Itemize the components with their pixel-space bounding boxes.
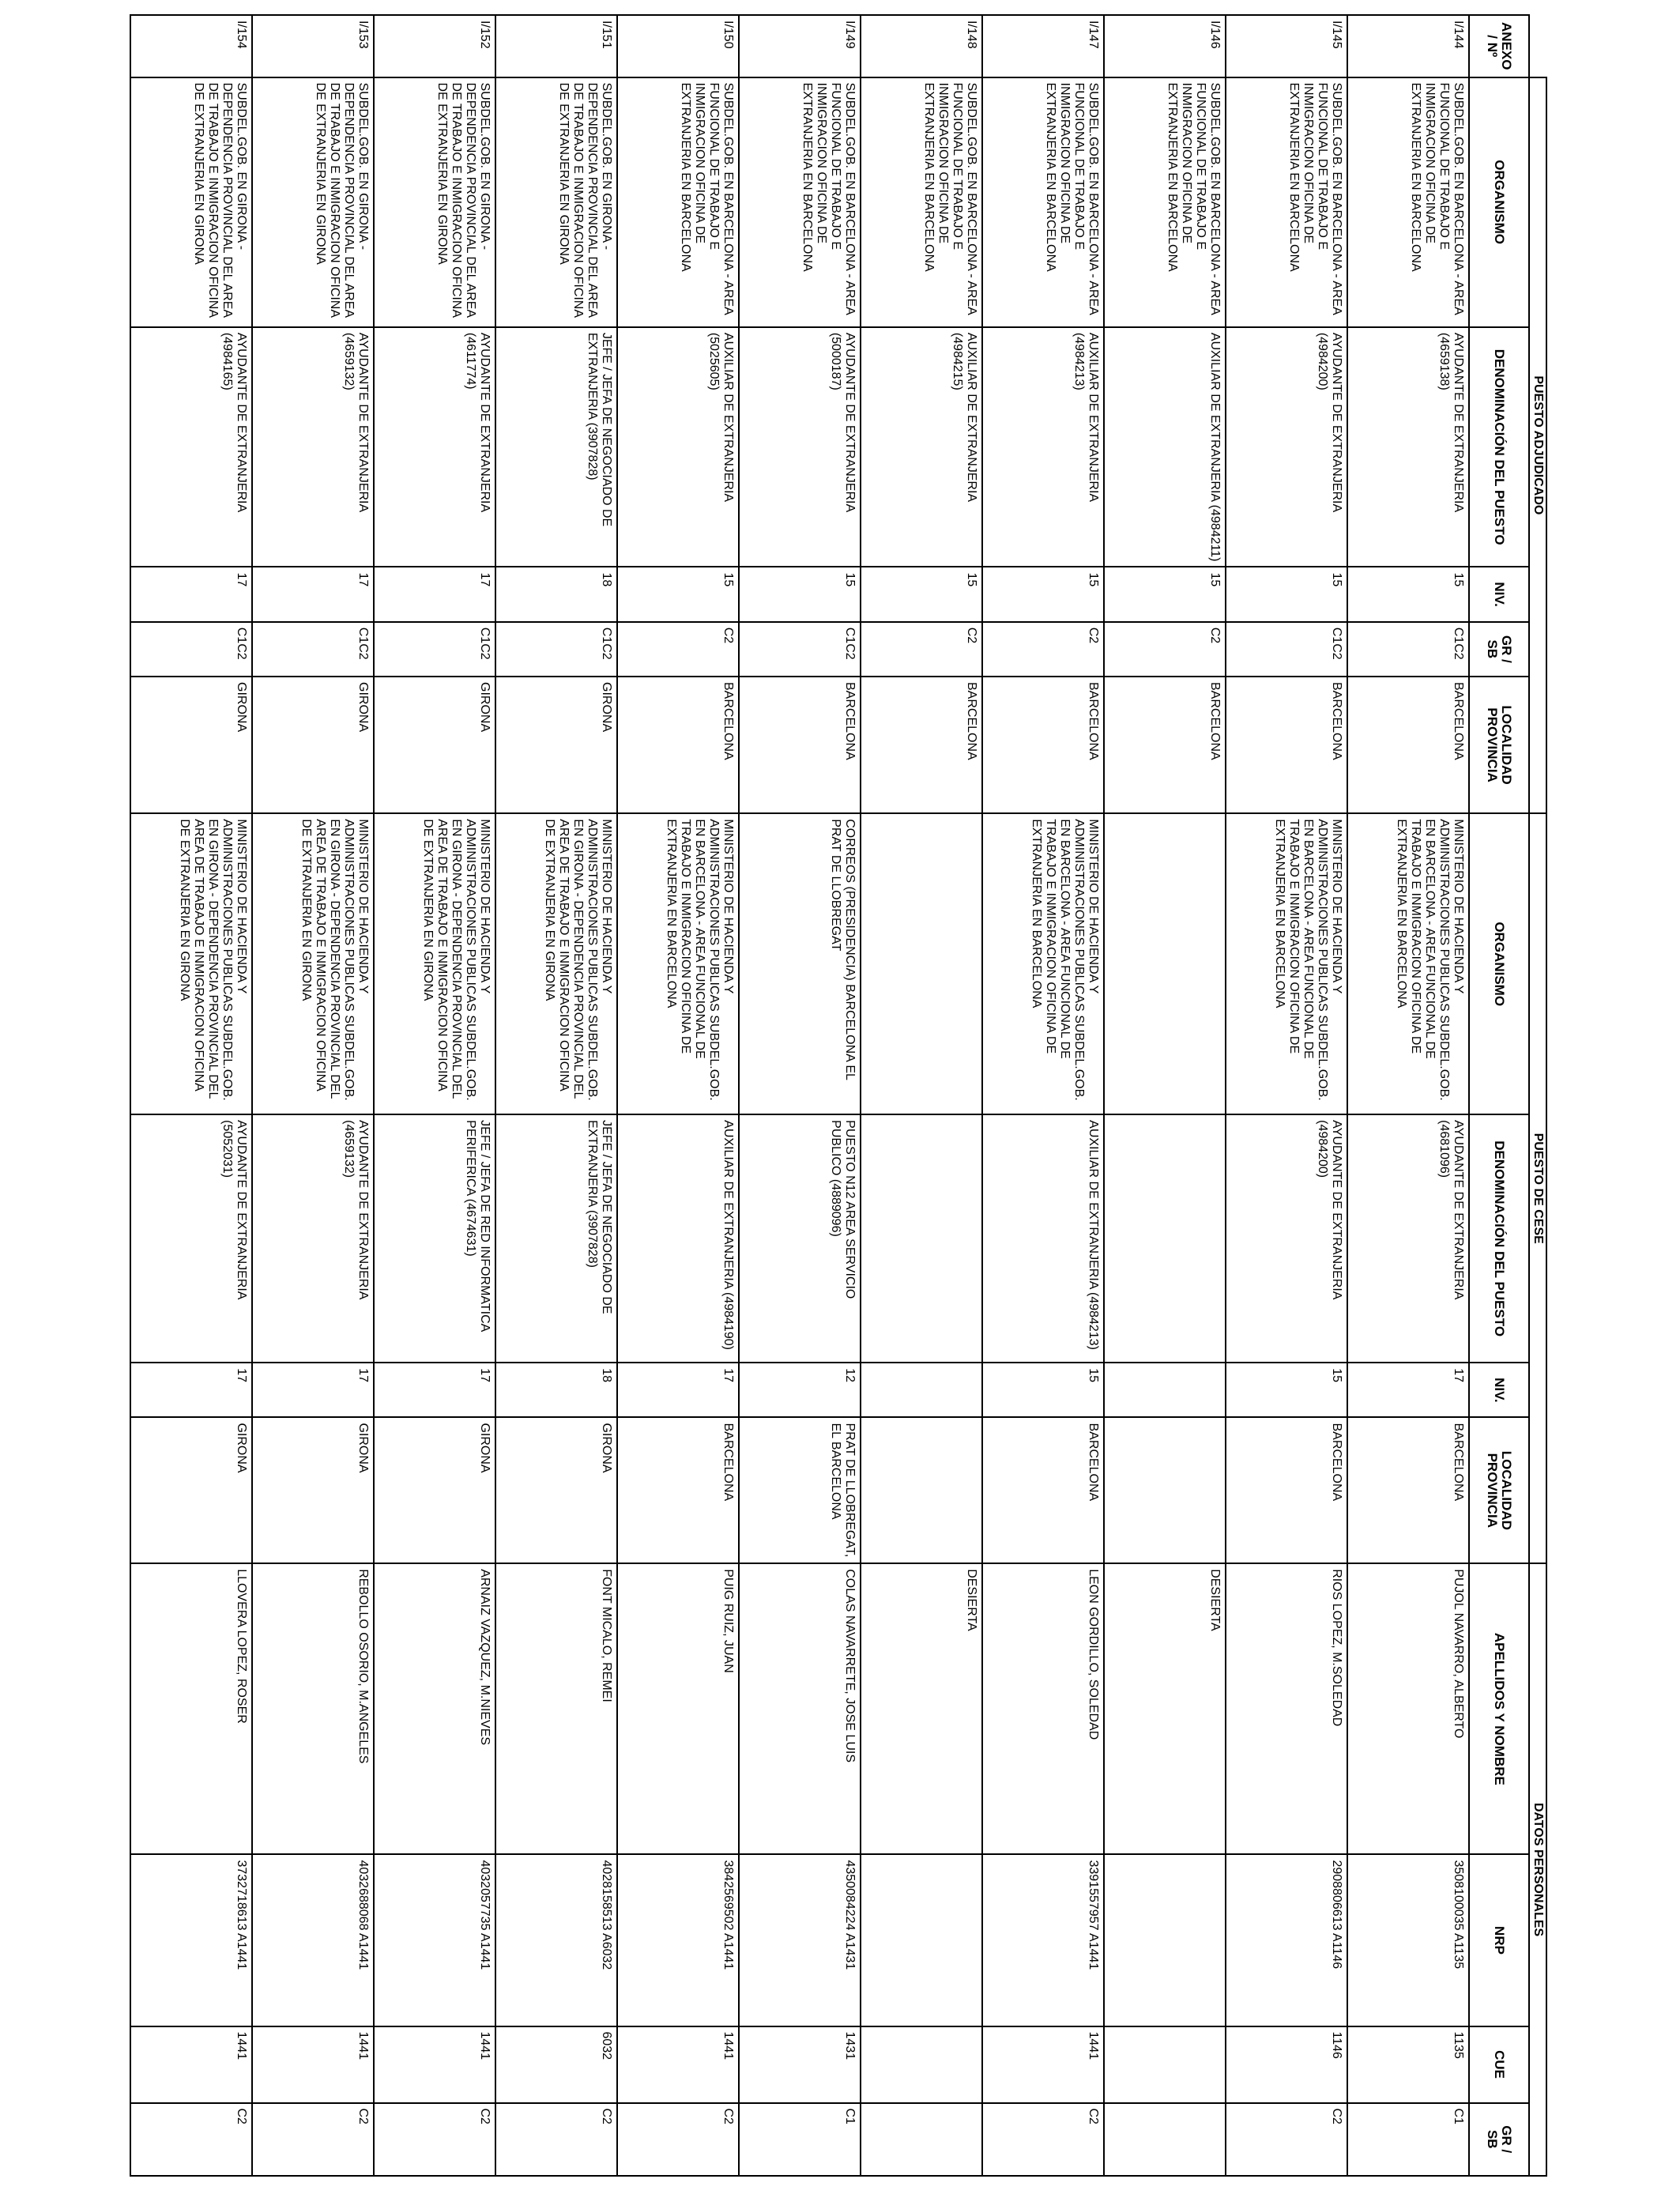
cell-adj-loc: GIRONA	[374, 677, 495, 813]
cell-adj-loc: BARCELONA	[1226, 677, 1347, 813]
cell-cue: 1441	[617, 2026, 739, 2103]
cell-anexo: I/146	[1104, 15, 1226, 77]
cell-cue: 1441	[252, 2026, 374, 2103]
cell-adj-org: SUBDEL.GOB. EN BARCELONA - AREA FUNCIONAL DE TRABAJO E INMIGRACION OFICINA DE EXTRANJERIA EN BARCELONA	[861, 77, 982, 327]
header-gr-sb-top: GR /	[1499, 635, 1514, 663]
group-header-row	[1529, 15, 1546, 2176]
cell-cese-niv: 15	[1226, 1363, 1347, 1417]
cell-cese-loc: GIRONA	[252, 1417, 374, 1563]
cell-adj-den: AUXILIAR DE EXTRANJERIA (5025605)	[617, 327, 739, 567]
cell-nrp: 2908806613 A1146	[1226, 1854, 1347, 2026]
cell-cese-loc: PRAT DE LLOBREGAT, EL BARCELONA	[739, 1417, 861, 1563]
table-row	[252, 15, 374, 2176]
table-row	[739, 15, 861, 2176]
cell-nombre: FONT MICALO, REMEI	[495, 1563, 617, 1854]
cell-nombre: REBOLLO OSORIO, M.ANGELES	[252, 1563, 374, 1854]
cell-adj-org: SUBDEL.GOB. EN BARCELONA - AREA FUNCIONAL DE TRABAJO E INMIGRACION OFICINA DE EXTRANJERIA EN BARCELONA	[1104, 77, 1226, 327]
header-gr-sb	[1469, 622, 1529, 677]
table-body	[130, 15, 1469, 2176]
cell-nombre: DESIERTA	[861, 1563, 982, 1854]
header-per-gr-sb-bottom: SB	[1485, 2129, 1500, 2149]
cell-adj-org: SUBDEL.GOB. EN BARCELONA - AREA FUNCIONAL DE TRABAJO E INMIGRACION OFICINA DE EXTRANJERIA EN BARCELONA	[617, 77, 739, 327]
cell-gr	[861, 2103, 982, 2177]
cell-adj-niv: 15	[739, 567, 861, 621]
cell-nombre: LEON GORDILLO, SOLEDAD	[982, 1563, 1104, 1854]
header-denominacion: DENOMINACIÓN DEL PUESTO	[1469, 327, 1529, 567]
cell-adj-niv: 15	[1104, 567, 1226, 621]
cell-anexo: I/149	[739, 15, 861, 77]
assignments-table	[130, 14, 1547, 2177]
cell-gr: C1	[739, 2103, 861, 2177]
cell-nombre: PUJOL NAVARRO, ALBERTO	[1347, 1563, 1469, 1854]
cell-cese-loc	[861, 1417, 982, 1563]
cell-adj-org: SUBDEL.GOB. EN GIRONA - DEPENDENCIA PROVINCIAL DEL AREA DE TRABAJO E INMIGRACION OFICINA DE EXTRANJERIA EN GIRONA	[495, 77, 617, 327]
cell-cese-niv	[1104, 1363, 1226, 1417]
cell-gr	[1104, 2103, 1226, 2177]
cell-cese-org: MINISTERIO DE HACIENDA Y ADMINISTRACIONES PUBLICAS SUBDEL.GOB. EN BARCELONA - AREA FUNCIONAL DE TRABAJO E INMIGRACION OFICINA DE EXTRANJERIA EN BARCELONA	[1226, 813, 1347, 1114]
header-localidad-top: LOCALIDAD	[1499, 705, 1514, 785]
cell-cese-loc: GIRONA	[374, 1417, 495, 1563]
cell-nrp: 4032688068 A1441	[252, 1854, 374, 2026]
cell-nrp: 4032057735 A1441	[374, 1854, 495, 2026]
group-puesto-adjudicado: PUESTO ADJUDICADO	[1529, 77, 1546, 814]
cell-gr: C2	[495, 2103, 617, 2177]
cell-anexo: I/147	[982, 15, 1104, 77]
cell-adj-den: AYUDANTE DE EXTRANJERIA (4611774)	[374, 327, 495, 567]
cell-cese-org: MINISTERIO DE HACIENDA Y ADMINISTRACIONES PUBLICAS SUBDEL.GOB. EN BARCELONA - AREA FUNCIONAL DE TRABAJO E INMIGRACION OFICINA DE EXTRANJERIA EN BARCELONA	[617, 813, 739, 1114]
cell-nombre: RIOS LOPEZ, M.SOLEDAD	[1226, 1563, 1347, 1854]
cell-nrp	[1104, 1854, 1226, 2026]
cell-gr: C2	[1226, 2103, 1347, 2177]
cell-cese-org: MINISTERIO DE HACIENDA Y ADMINISTRACIONES PUBLICAS SUBDEL.GOB. EN GIRONA - DEPENDENCIA PROVINCIAL DEL AREA DE TRABAJO E INMIGRACION OFICINA DE EXTRANJERIA EN GIRONA	[374, 813, 495, 1114]
cell-adj-org: SUBDEL.GOB. EN BARCELONA - AREA FUNCIONAL DE TRABAJO E INMIGRACION OFICINA DE EXTRANJERIA EN BARCELONA	[1226, 77, 1347, 327]
header-organismo: ORGANISMO	[1469, 77, 1529, 327]
cell-cese-den: AYUDANTE DE EXTRANJERIA (5052031)	[130, 1114, 252, 1363]
cell-adj-niv: 15	[861, 567, 982, 621]
cell-cese-den	[1104, 1114, 1226, 1363]
cell-adj-niv: 17	[374, 567, 495, 621]
cell-gr: C2	[982, 2103, 1104, 2177]
cell-cese-den: AYUDANTE DE EXTRANJERIA (4681096)	[1347, 1114, 1469, 1363]
table-row	[861, 15, 982, 2176]
cell-adj-org: SUBDEL.GOB. EN BARCELONA - AREA FUNCIONAL DE TRABAJO E INMIGRACION OFICINA DE EXTRANJERIA EN BARCELONA	[739, 77, 861, 327]
cell-adj-org: SUBDEL.GOB. EN GIRONA - DEPENDENCIA PROVINCIAL DEL AREA DE TRABAJO E INMIGRACION OFICINA DE EXTRANJERIA EN GIRONA	[130, 77, 252, 327]
cell-adj-niv: 15	[617, 567, 739, 621]
cell-cese-niv: 17	[130, 1363, 252, 1417]
cell-cese-den: JEFE / JEFA DE NEGOCIADO DE EXTRANJERIA (3907828)	[495, 1114, 617, 1363]
cell-adj-den: AYUDANTE DE EXTRANJERIA (4659138)	[1347, 327, 1469, 567]
cell-nrp: 3842569502 A1441	[617, 1854, 739, 2026]
cell-nombre: PUIG RUIZ, JUAN	[617, 1563, 739, 1854]
cell-adj-gr: C2	[982, 622, 1104, 677]
cell-adj-niv: 17	[130, 567, 252, 621]
cell-cue: 1441	[130, 2026, 252, 2103]
header-cese-localidad	[1469, 1417, 1529, 1563]
table-row	[374, 15, 495, 2176]
cell-adj-loc: BARCELONA	[617, 677, 739, 813]
cell-anexo: I/145	[1226, 15, 1347, 77]
header-localidad	[1469, 677, 1529, 813]
cell-cese-org	[1104, 813, 1226, 1114]
cell-anexo: I/144	[1347, 15, 1469, 77]
header-cese-localidad-top: LOCALIDAD	[1499, 1450, 1514, 1530]
cell-cese-niv	[861, 1363, 982, 1417]
cell-cese-loc: BARCELONA	[982, 1417, 1104, 1563]
cell-adj-org: SUBDEL.GOB. EN GIRONA - DEPENDENCIA PROVINCIAL DEL AREA DE TRABAJO E INMIGRACION OFICINA DE EXTRANJERIA EN GIRONA	[252, 77, 374, 327]
cell-cue: 1146	[1226, 2026, 1347, 2103]
cell-cue: 1441	[982, 2026, 1104, 2103]
header-cue: CUE	[1469, 2026, 1529, 2103]
cell-adj-loc: GIRONA	[495, 677, 617, 813]
header-gr-sb-bottom: SB	[1485, 639, 1500, 659]
header-per-gr-sb	[1469, 2103, 1529, 2177]
cell-adj-gr: C2	[617, 622, 739, 677]
cell-adj-gr: C1C2	[1347, 622, 1469, 677]
cell-cese-niv: 17	[617, 1363, 739, 1417]
cell-gr: C2	[374, 2103, 495, 2177]
table-row	[982, 15, 1104, 2176]
header-anexo: ANEXO / Nº	[1469, 15, 1529, 77]
cell-nrp	[861, 1854, 982, 2026]
cell-nrp: 4350084224 A1431	[739, 1854, 861, 2026]
cell-cese-org: MINISTERIO DE HACIENDA Y ADMINISTRACIONES PUBLICAS SUBDEL.GOB. EN BARCELONA - AREA FUNCIONAL DE TRABAJO E INMIGRACION OFICINA DE EXTRANJERIA EN BARCELONA	[1347, 813, 1469, 1114]
cell-cese-org: MINISTERIO DE HACIENDA Y ADMINISTRACIONES PUBLICAS SUBDEL.GOB. EN GIRONA - DEPENDENCIA PROVINCIAL DEL AREA DE TRABAJO E INMIGRACION OFICINA DE EXTRANJERIA EN GIRONA	[130, 813, 252, 1114]
cell-anexo: I/148	[861, 15, 982, 77]
table-row	[617, 15, 739, 2176]
group-puesto-cese: PUESTO DE CESE	[1529, 813, 1546, 1563]
table-row	[1347, 15, 1469, 2176]
cell-adj-gr: C1C2	[130, 622, 252, 677]
cell-adj-gr: C2	[1104, 622, 1226, 677]
cell-cese-den: AYUDANTE DE EXTRANJERIA (4659132)	[252, 1114, 374, 1363]
cell-adj-den: AYUDANTE DE EXTRANJERIA (5000187)	[739, 327, 861, 567]
cell-gr: C2	[252, 2103, 374, 2177]
cell-anexo: I/153	[252, 15, 374, 77]
cell-adj-loc: BARCELONA	[1104, 677, 1226, 813]
cell-cese-org: MINISTERIO DE HACIENDA Y ADMINISTRACIONES PUBLICAS SUBDEL.GOB. EN BARCELONA - AREA FUNCIONAL DE TRABAJO E INMIGRACION OFICINA DE EXTRANJERIA EN BARCELONA	[982, 813, 1104, 1114]
cell-adj-niv: 15	[1226, 567, 1347, 621]
cell-cue: 6032	[495, 2026, 617, 2103]
cell-cese-niv: 17	[374, 1363, 495, 1417]
cell-adj-gr: C1C2	[739, 622, 861, 677]
cell-cese-loc	[1104, 1417, 1226, 1563]
cell-cese-niv: 18	[495, 1363, 617, 1417]
cell-cese-den: AYUDANTE DE EXTRANJERIA (4984200)	[1226, 1114, 1347, 1363]
cell-cese-den: AUXILIAR DE EXTRANJERIA (4984213)	[982, 1114, 1104, 1363]
cell-adj-loc: BARCELONA	[982, 677, 1104, 813]
cell-adj-org: SUBDEL.GOB. EN BARCELONA - AREA FUNCIONAL DE TRABAJO E INMIGRACION OFICINA DE EXTRANJERIA EN BARCELONA	[982, 77, 1104, 327]
cell-adj-gr: C1C2	[252, 622, 374, 677]
cell-cese-den: AUXILIAR DE EXTRANJERIA (4984190)	[617, 1114, 739, 1363]
cell-adj-niv: 17	[252, 567, 374, 621]
cell-adj-org: SUBDEL.GOB. EN BARCELONA - AREA FUNCIONAL DE TRABAJO E INMIGRACION OFICINA DE EXTRANJERIA EN BARCELONA	[1347, 77, 1469, 327]
header-localidad-bottom: PROVINCIA	[1485, 707, 1500, 782]
cell-adj-den: AYUDANTE DE EXTRANJERIA (4984165)	[130, 327, 252, 567]
cell-nombre: DESIERTA	[1104, 1563, 1226, 1854]
cell-cue: 1441	[374, 2026, 495, 2103]
header-cese-denominacion: DENOMINACIÓN DEL PUESTO	[1469, 1114, 1529, 1363]
blank-group-cell	[1529, 15, 1546, 77]
cell-cese-niv: 15	[982, 1363, 1104, 1417]
cell-cue: 1135	[1347, 2026, 1469, 2103]
cell-cese-loc: GIRONA	[495, 1417, 617, 1563]
cell-nombre: LLOVERA LOPEZ, ROSER	[130, 1563, 252, 1854]
cell-cese-niv: 17	[1347, 1363, 1469, 1417]
cell-cese-org	[861, 813, 982, 1114]
cell-adj-loc: GIRONA	[130, 677, 252, 813]
cell-cese-org: CORREOS (PRESIDENCIA) BARCELONA EL PRAT DE LLOBREGAT	[739, 813, 861, 1114]
cell-anexo: I/154	[130, 15, 252, 77]
cell-gr: C2	[130, 2103, 252, 2177]
cell-cese-loc: BARCELONA	[1226, 1417, 1347, 1563]
table-row	[130, 15, 252, 2176]
cell-nrp: 3391557957 A1441	[982, 1854, 1104, 2026]
header-nrp: NRP	[1469, 1854, 1529, 2026]
table-row	[1226, 15, 1347, 2176]
cell-cese-loc: BARCELONA	[1347, 1417, 1469, 1563]
cell-cese-loc: GIRONA	[130, 1417, 252, 1563]
cell-adj-niv: 15	[1347, 567, 1469, 621]
cell-cese-niv: 17	[252, 1363, 374, 1417]
cell-adj-loc: BARCELONA	[1347, 677, 1469, 813]
cell-adj-loc: BARCELONA	[861, 677, 982, 813]
cell-cue	[861, 2026, 982, 2103]
cell-cese-den	[861, 1114, 982, 1363]
cell-cese-den: JEFE / JEFA DE RED INFORMATICA PERIFERICA (4674631)	[374, 1114, 495, 1363]
cell-anexo: I/150	[617, 15, 739, 77]
cell-cese-org: MINISTERIO DE HACIENDA Y ADMINISTRACIONES PUBLICAS SUBDEL.GOB. EN GIRONA - DEPENDENCIA PROVINCIAL DEL AREA DE TRABAJO E INMIGRACION OFICINA DE EXTRANJERIA EN GIRONA	[252, 813, 374, 1114]
cell-adj-niv: 18	[495, 567, 617, 621]
cell-adj-den: AUXILIAR DE EXTRANJERIA (4984213)	[982, 327, 1104, 567]
cell-cese-loc: BARCELONA	[617, 1417, 739, 1563]
cell-adj-org: SUBDEL.GOB. EN GIRONA - DEPENDENCIA PROVINCIAL DEL AREA DE TRABAJO E INMIGRACION OFICINA DE EXTRANJERIA EN GIRONA	[374, 77, 495, 327]
cell-cese-den: PUESTO N12 AREA SERVICIO PUBLICO (4889096)	[739, 1114, 861, 1363]
group-datos-personales: DATOS PERSONALES	[1529, 1563, 1546, 2176]
header-cese-organismo: ORGANISMO	[1469, 813, 1529, 1114]
cell-cue	[1104, 2026, 1226, 2103]
cell-anexo: I/152	[374, 15, 495, 77]
cell-cese-niv: 12	[739, 1363, 861, 1417]
column-header-row	[1469, 15, 1529, 2176]
table-row	[495, 15, 617, 2176]
cell-nombre: COLAS NAVARRETE, JOSE LUIS	[739, 1563, 861, 1854]
cell-adj-den: AUXILIAR DE EXTRANJERIA (4984211)	[1104, 327, 1226, 567]
table-row	[1104, 15, 1226, 2176]
cell-adj-gr: C1C2	[1226, 622, 1347, 677]
cell-adj-den: JEFE / JEFA DE NEGOCIADO DE EXTRANJERIA (3907828)	[495, 327, 617, 567]
cell-nrp: 3732718613 A1441	[130, 1854, 252, 2026]
cell-nrp: 3508100035 A1135	[1347, 1854, 1469, 2026]
cell-anexo: I/151	[495, 15, 617, 77]
cell-nombre: ARNAIZ VAZQUEZ, M.NIEVES	[374, 1563, 495, 1854]
cell-nrp: 4028158513 A6032	[495, 1854, 617, 2026]
cell-adj-den: AYUDANTE DE EXTRANJERIA (4984200)	[1226, 327, 1347, 567]
cell-adj-loc: BARCELONA	[739, 677, 861, 813]
header-cese-localidad-bottom: PROVINCIA	[1485, 1453, 1500, 1529]
header-apellidos: APELLIDOS Y NOMBRE	[1469, 1563, 1529, 1854]
cell-adj-den: AYUDANTE DE EXTRANJERIA (4659132)	[252, 327, 374, 567]
header-per-gr-sb-top: GR /	[1499, 2125, 1514, 2154]
header-niv: NIV.	[1469, 567, 1529, 621]
cell-cue: 1431	[739, 2026, 861, 2103]
cell-adj-den: AUXILIAR DE EXTRANJERIA (4984215)	[861, 327, 982, 567]
cell-adj-gr: C2	[861, 622, 982, 677]
cell-adj-gr: C1C2	[374, 622, 495, 677]
cell-gr: C1	[1347, 2103, 1469, 2177]
header-cese-niv: NIV.	[1469, 1363, 1529, 1417]
cell-gr: C2	[617, 2103, 739, 2177]
cell-cese-org: MINISTERIO DE HACIENDA Y ADMINISTRACIONES PUBLICAS SUBDEL.GOB. EN GIRONA - DEPENDENCIA PROVINCIAL DEL AREA DE TRABAJO E INMIGRACION OFICINA DE EXTRANJERIA EN GIRONA	[495, 813, 617, 1114]
cell-adj-loc: GIRONA	[252, 677, 374, 813]
cell-adj-gr: C1C2	[495, 622, 617, 677]
cell-adj-niv: 15	[982, 567, 1104, 621]
